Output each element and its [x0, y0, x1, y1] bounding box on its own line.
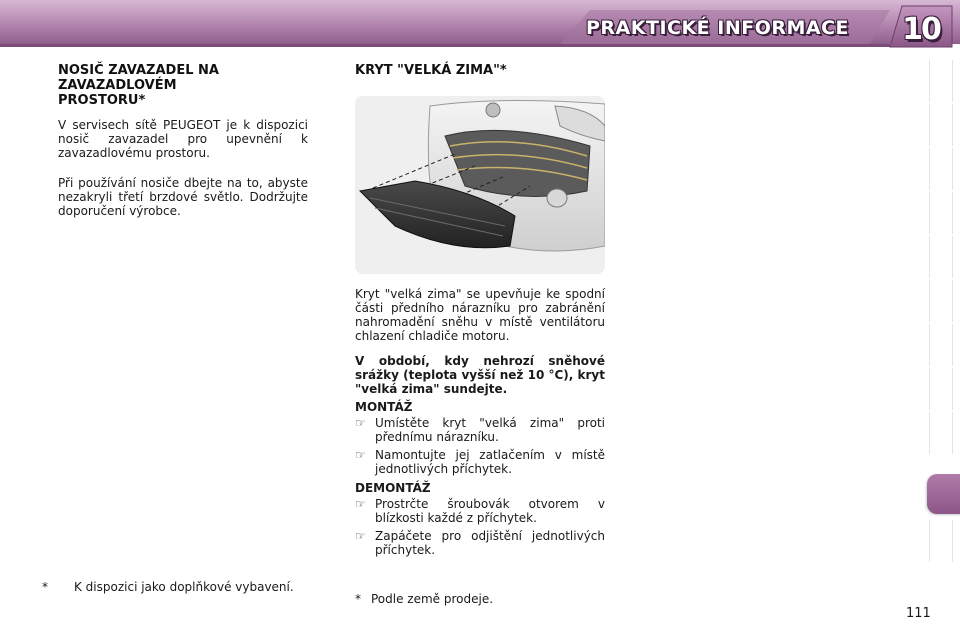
chapter-tab[interactable]: [929, 368, 953, 410]
chapter-tab[interactable]: [929, 236, 953, 278]
chapter-badge: 10: [902, 12, 940, 47]
footnote-star: *: [42, 580, 48, 594]
header-title: PRAKTICKÉ INFORMACE: [586, 17, 850, 39]
list-item: [355, 497, 605, 525]
chapter-tab[interactable]: [929, 280, 953, 322]
section-heading-winter-cover: KRYT "VELKÁ ZIMA"*: [355, 63, 507, 78]
chapter-tab[interactable]: [929, 60, 953, 102]
warning-paragraph: V období, kdy nehrozí sněhové srážky (teplota vyšší než 10 °C), kryt "velká zima" sundejte.: [355, 354, 605, 396]
subheading-montaz: MONTÁŽ: [355, 400, 413, 414]
footnote-text: K dispozici jako doplňkové vybavení.: [74, 580, 294, 594]
list-item: [355, 416, 605, 444]
car-front-grille-illustration: [355, 96, 605, 274]
pointing-hand-icon: ☞: [355, 448, 366, 462]
chapter-tab[interactable]: [929, 104, 953, 146]
footnote-text: Podle země prodeje.: [371, 592, 494, 606]
list-item-text: Umístěte kryt "velká zima" proti přednímu nárazníku.: [375, 416, 605, 444]
subheading-demontaz: DEMONTÁŽ: [355, 481, 431, 495]
pointing-hand-icon: ☞: [355, 497, 366, 511]
section-heading-luggage-rack: NOSIČ ZAVAZADEL NA ZAVAZADLOVÉM PROSTORU*: [58, 63, 219, 108]
list-item: [355, 529, 605, 557]
page-number: 111: [906, 606, 931, 621]
list-item-text: Namontujte jej zatlačením v místě jednotlivých příchytek.: [375, 448, 605, 476]
chapter-tab[interactable]: [929, 412, 953, 454]
list-item-text: Zapáčete pro odjištění jednotlivých příchytek.: [375, 529, 605, 557]
footnote: [42, 580, 308, 594]
chapter-tab[interactable]: [929, 520, 953, 562]
chapter-tab-active[interactable]: [927, 474, 960, 514]
chapter-tab[interactable]: [929, 324, 953, 366]
pointing-hand-icon: ☞: [355, 529, 366, 543]
pointing-hand-icon: ☞: [355, 416, 366, 430]
paragraph: V servisech sítě PEUGEOT je k dispozici nosič zavazadel pro upevnění k zavazadlovému prostoru.: [58, 118, 308, 160]
list-item: [355, 448, 605, 476]
footnote-star: *: [355, 592, 361, 606]
list-item-text: Prostrčte šroubovák otvorem v blízkosti každé z příchytek.: [375, 497, 605, 525]
paragraph: Kryt "velká zima" se upevňuje ke spodní části předního nárazníku pro zabránění nahromadění sněhu v místě ventilátoru chlazení chladiče motoru.: [355, 287, 605, 343]
footnote: [355, 592, 605, 606]
chapter-tab[interactable]: [929, 148, 953, 190]
paragraph: Při používání nosiče dbejte na to, abyste nezakryli třetí brzdové světlo. Dodržujte doporučení výrobce.: [58, 176, 308, 218]
chapter-tab[interactable]: [929, 192, 953, 234]
car-front-grille-icon: [355, 96, 605, 274]
